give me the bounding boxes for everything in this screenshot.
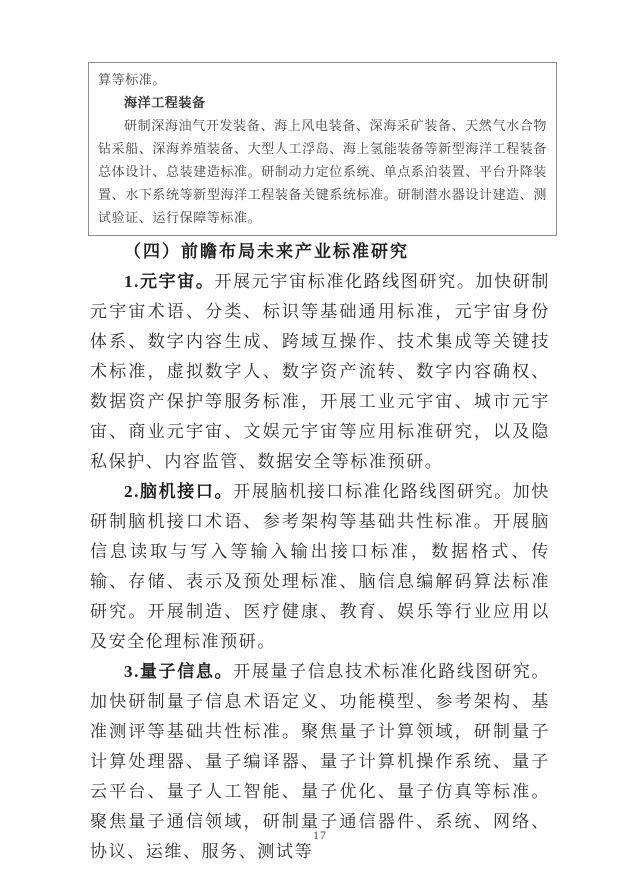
box-continuation-line: 算等标准。: [98, 72, 167, 87]
box-paragraph: 研制深海油气开发装备、海上风电装备、深海采矿装备、天然气水合物钻采船、深海养殖装备、大型人工浮岛、海上氢能装备等新型海洋工程装备总体设计、总装建造标准。研制动力定位系统、单点系泊装置、平台升降装置、水下系统等新型海洋工程装备关键系统标准。研制潜水器设计建造、测试验证、运行保障等标准。: [98, 118, 547, 225]
paragraph-brain-computer-interface: [90, 477, 550, 657]
page-number: 17: [313, 828, 327, 842]
paragraph-brain-computer-interface-body: 开展脑机接口标准化路线图研究。加快研制脑机接口术语、参考架构等基础共性标准。开展脑信息读取与写入等输入输出接口标准，数据格式、传输、存储、表示及预处理标准、脑信息编解码算法标准研究。开展制造、医疗健康、教育、娱乐等行业应用以及安全伦理标准预研。: [90, 482, 551, 651]
paragraph-quantum-information-lead: 3.量子信息。: [124, 662, 234, 681]
paragraph-metaverse-lead: 1.元宇宙。: [124, 272, 215, 291]
paragraph-quantum-information-body: 开展量子信息技术标准化路线图研究。加快研制量子信息术语定义、功能模型、参考架构、基准测评等基础共性标准。聚焦量子计算领域，研制量子计算处理器、量子编译器、量子计算机操作系统、量子云平台、量子人工智能、量子优化、量子仿真等标准。聚焦量子通信领域，研制量子通信器件、系统、网络、协议、运维、服务、测试等: [90, 662, 551, 861]
callout-box: [88, 62, 557, 236]
box-heading: 海洋工程装备: [124, 95, 206, 110]
paragraph-brain-computer-interface-lead: 2.脑机接口。: [124, 482, 234, 501]
section-heading: （四）前瞻布局未来产业标准研究: [124, 242, 409, 261]
body-column: [90, 237, 550, 867]
paragraph-metaverse: [90, 267, 550, 477]
paragraph-metaverse-body: 开展元宇宙标准化路线图研究。加快研制元宇宙术语、分类、标识等基础通用标准，元宇宙身份体系、数字内容生成、跨域互操作、技术集成等关键技术标准，虚拟数字人、数字资产流转、数字内容确权、数据资产保护等服务标准，开展工业元宇宙、城市元宇宙、商业元宇宙、文娱元宇宙等应用标准研究，以及隐私保护、内容监管、数据安全等标准预研。: [90, 272, 550, 471]
